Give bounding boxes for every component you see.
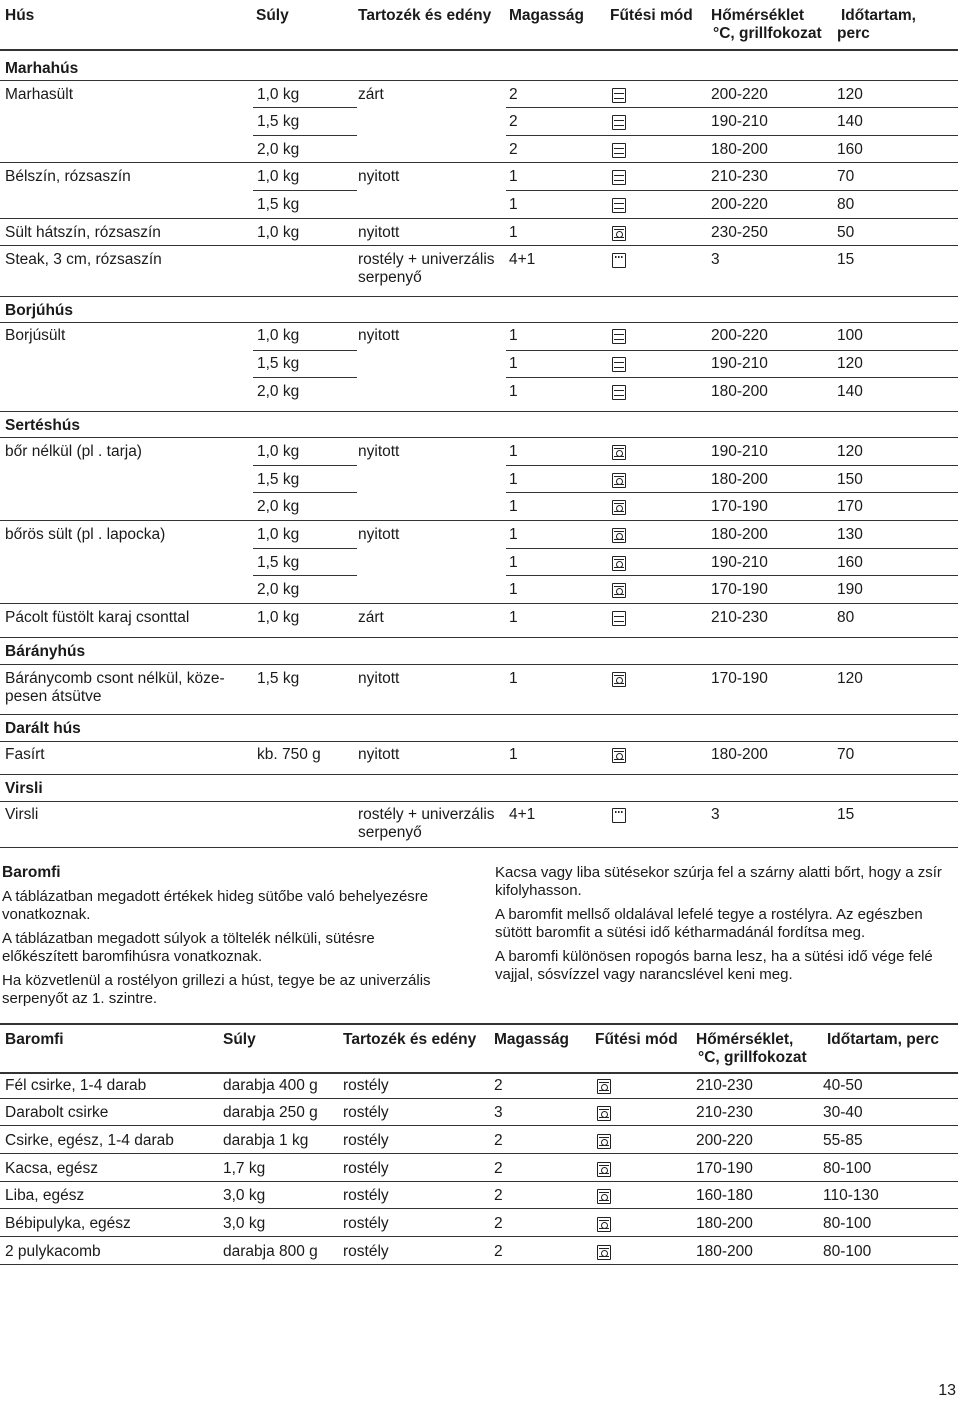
fan-grill-icon	[597, 1162, 611, 1177]
table-cell: nyitott	[358, 168, 400, 185]
col-header-temp-unit: °C, grillfokozat	[698, 1049, 807, 1066]
table-cell: 180-200	[711, 746, 768, 763]
table-cell: 1	[509, 581, 518, 598]
table-cell: 3	[494, 1104, 503, 1121]
table-cell: 180-200	[711, 471, 768, 488]
table-cell: 210-230	[711, 168, 768, 185]
note: A táblázatban megadott súlyok a töltelék nélküli, sütésre előkészített baromfihúsra vonatkoznak.	[2, 930, 375, 965]
table-cell: 2,0 kg	[257, 498, 300, 515]
table-cell: 4+1	[509, 251, 536, 268]
table-cell: 120	[837, 670, 863, 687]
table-cell: 2	[494, 1187, 503, 1204]
col-header-temp-unit: °C, grillfokozat	[713, 25, 822, 42]
table-cell: 180-200	[696, 1243, 753, 1260]
note: A táblázatban megadott értékek hideg sütőbe való behelyezésre vonatkoznak.	[2, 888, 429, 923]
table-cell: 230-250	[711, 224, 768, 241]
table-cell: 70	[837, 746, 855, 763]
table-cell: 170-190	[696, 1160, 753, 1177]
table-cell: 80-100	[823, 1160, 872, 1177]
table-cell: zárt	[358, 86, 384, 103]
table-cell: 1,5 kg	[257, 670, 300, 687]
table-cell: Sült hátszín, rózsaszín	[5, 224, 161, 241]
table-cell: 1,5 kg	[257, 554, 300, 571]
table-cell: bőr nélkül (pl . tarja)	[5, 443, 142, 460]
table-cell: Pácolt füstölt karaj csonttal	[5, 609, 190, 626]
table-cell: 190-210	[711, 113, 768, 130]
table-cell: 30-40	[823, 1104, 863, 1121]
table-cell: Fél csirke, 1-4 darab	[5, 1077, 147, 1094]
table-cell: nyitott	[358, 443, 400, 460]
table-cell: Csirke, egész, 1-4 darab	[5, 1132, 174, 1149]
table-cell: 1	[509, 670, 518, 687]
note: A baromfit mellső oldalával lefelé tegye a rostélyra. Az egészben sütött baromfit a sütési idő kétharmadánál fordítsa meg.	[495, 906, 923, 941]
top-bottom-heat-icon	[612, 88, 626, 103]
col-header-accessory: Tartozék és edény	[343, 1031, 477, 1048]
table-cell: 120	[837, 443, 863, 460]
col-header-weight: Súly	[256, 7, 289, 24]
table-cell: 1	[509, 498, 518, 515]
table-cell: 170-190	[711, 498, 768, 515]
table-cell: 1,0 kg	[257, 609, 300, 626]
grill-icon	[612, 253, 626, 268]
table-cell: 1,7 kg	[223, 1160, 266, 1177]
table-cell: 1	[509, 526, 518, 543]
table-cell: 1,5 kg	[257, 471, 300, 488]
table-cell: 1	[509, 168, 518, 185]
section-heading: Darált hús	[5, 720, 81, 737]
table-cell: 1,0 kg	[257, 86, 300, 103]
table-cell: 140	[837, 113, 863, 130]
table-cell: 2	[509, 141, 518, 158]
note: Ha közvetlenül a rostélyon grillezi a húst, tegye be az univerzális serpenyőt az 1. szintre.	[2, 972, 431, 1007]
table-cell: 160	[837, 141, 863, 158]
table-cell: 180-200	[696, 1215, 753, 1232]
table-cell: 2	[494, 1243, 503, 1260]
table-cell: 70	[837, 168, 855, 185]
table-cell: 1	[509, 196, 518, 213]
table-cell: 180-200	[711, 526, 768, 543]
grill-icon	[612, 808, 626, 823]
table-cell: 210-230	[696, 1077, 753, 1094]
table-cell: 50	[837, 224, 855, 241]
table-cell: 200-220	[711, 86, 768, 103]
col-header-heating: Fűtési mód	[595, 1031, 678, 1048]
table-cell: 200-220	[696, 1132, 753, 1149]
table-cell: nyitott	[358, 746, 400, 763]
table-cell: nyitott	[358, 670, 400, 687]
table-cell: 3	[711, 806, 720, 823]
table-cell: 1	[509, 355, 518, 372]
table-cell: zárt	[358, 609, 384, 626]
fan-grill-icon	[612, 528, 626, 543]
section-heading: Virsli	[5, 780, 43, 797]
table-cell: 210-230	[696, 1104, 753, 1121]
table-cell: 190-210	[711, 355, 768, 372]
fan-grill-icon	[612, 473, 626, 488]
table-cell: rostély + univerzális	[358, 251, 495, 268]
table-cell: 1,0 kg	[257, 168, 300, 185]
table-cell: 40-50	[823, 1077, 863, 1094]
top-bottom-heat-icon	[612, 198, 626, 213]
table-cell: 180-200	[711, 141, 768, 158]
table-cell: nyitott	[358, 327, 400, 344]
col-header-heating: Fűtési mód	[610, 7, 693, 24]
top-bottom-heat-icon	[612, 611, 626, 626]
table-cell: 15	[837, 251, 855, 268]
table-cell: 120	[837, 355, 863, 372]
table-cell: 200-220	[711, 196, 768, 213]
note: Kacsa vagy liba sütésekor szúrja fel a szárny alatti bőrt, hogy a zsír kifolyhasson.	[495, 864, 942, 899]
section-heading: Bárányhús	[5, 643, 86, 660]
col-header-temp: Hőmérséklet,	[696, 1031, 794, 1048]
table-cell: Bébipulyka, egész	[5, 1215, 131, 1232]
col-header-temp: Hőmérséklet	[711, 7, 805, 24]
table-cell: 1	[509, 383, 518, 400]
table-cell: 1	[509, 471, 518, 488]
fan-grill-icon	[597, 1134, 611, 1149]
table-cell: 200-220	[711, 327, 768, 344]
col-header-weight: Súly	[223, 1031, 256, 1048]
col-header-poultry: Baromfi	[5, 1031, 64, 1048]
table-cell: rostély	[343, 1160, 389, 1177]
table-cell: Kacsa, egész	[5, 1160, 99, 1177]
table-cell: 150	[837, 471, 863, 488]
note: A baromfi különösen ropogós barna lesz, ha a sütési idő vége felé vajjal, sósvízzel vagy narancslével keni meg.	[495, 948, 933, 983]
table-cell: 15	[837, 806, 855, 823]
table-cell: 1,5 kg	[257, 113, 300, 130]
fan-grill-icon	[597, 1189, 611, 1204]
table-cell: 170-190	[711, 670, 768, 687]
table-cell: 1,0 kg	[257, 443, 300, 460]
table-cell: 1	[509, 609, 518, 626]
fan-grill-icon	[612, 556, 626, 571]
section-heading: Borjúhús	[5, 302, 74, 319]
top-bottom-heat-icon	[612, 329, 626, 344]
fan-grill-icon	[612, 445, 626, 460]
table-cell: Virsli	[5, 806, 39, 823]
col-header-level: Magasság	[509, 7, 584, 24]
table-cell: 130	[837, 526, 863, 543]
table-cell: 170	[837, 498, 863, 515]
table-cell: pesen átsütve	[5, 688, 102, 705]
table-cell: Báránycomb csont nélkül, köze-	[5, 670, 225, 687]
top-bottom-heat-icon	[612, 143, 626, 158]
table-cell: 180-200	[711, 383, 768, 400]
table-cell: 210-230	[711, 609, 768, 626]
table-cell: nyitott	[358, 526, 400, 543]
top-bottom-heat-icon	[612, 115, 626, 130]
table-cell: 2	[509, 86, 518, 103]
table-cell: kb. 750 g	[257, 746, 321, 763]
table-cell: serpenyő	[358, 824, 422, 841]
fan-grill-icon	[612, 583, 626, 598]
fan-grill-icon	[612, 672, 626, 687]
table-cell: rostély	[343, 1215, 389, 1232]
top-bottom-heat-icon	[612, 385, 626, 400]
table-cell: Bélszín, rózsaszín	[5, 168, 131, 185]
table-cell: 1	[509, 224, 518, 241]
fan-grill-icon	[612, 500, 626, 515]
table-cell: 80	[837, 196, 855, 213]
fan-grill-icon	[597, 1106, 611, 1121]
table-cell: 2	[494, 1132, 503, 1149]
table-cell: 2	[509, 113, 518, 130]
top-bottom-heat-icon	[612, 357, 626, 372]
table-cell: 4+1	[509, 806, 536, 823]
table-cell: rostély	[343, 1104, 389, 1121]
table-cell: 2	[494, 1077, 503, 1094]
page-number: 13	[938, 1382, 956, 1399]
col-header-accessory: Tartozék és edény	[358, 7, 492, 24]
table-cell: 3,0 kg	[223, 1187, 266, 1204]
table-cell: 1	[509, 327, 518, 344]
table-cell: Borjúsült	[5, 327, 66, 344]
table-cell: Steak, 3 cm, rózsaszín	[5, 251, 162, 268]
col-header-meat: Hús	[5, 7, 35, 24]
fan-grill-icon	[597, 1217, 611, 1232]
section-heading: Sertéshús	[5, 417, 80, 434]
col-header-time: Időtartam,	[841, 7, 916, 24]
table-cell: 100	[837, 327, 863, 344]
table-cell: nyitott	[358, 224, 400, 241]
table-cell: rostély	[343, 1132, 389, 1149]
table-cell: Darabolt csirke	[5, 1104, 109, 1121]
table-cell: 55-85	[823, 1132, 863, 1149]
table-cell: 2,0 kg	[257, 581, 300, 598]
table-cell: 120	[837, 86, 863, 103]
poultry-notes-left	[2, 888, 442, 1014]
col-header-time: Időtartam, perc	[827, 1031, 939, 1048]
section-heading: Marhahús	[5, 60, 79, 77]
col-header-time-unit: perc	[837, 25, 870, 42]
table-cell: Marhasült	[5, 86, 74, 103]
table-cell: 160-180	[696, 1187, 753, 1204]
table-cell: 1,5 kg	[257, 196, 300, 213]
table-cell: 1,0 kg	[257, 526, 300, 543]
table-cell: 170-190	[711, 581, 768, 598]
table-cell: 190-210	[711, 554, 768, 571]
table-cell: rostély	[343, 1243, 389, 1260]
table-cell: 2,0 kg	[257, 383, 300, 400]
table-cell: 190-210	[711, 443, 768, 460]
fan-grill-icon	[597, 1079, 611, 1094]
col-header-level: Magasság	[494, 1031, 569, 1048]
table-cell: 190	[837, 581, 863, 598]
table-cell: 1,0 kg	[257, 224, 300, 241]
fan-grill-icon	[612, 748, 626, 763]
table-cell: darabja 250 g	[223, 1104, 318, 1121]
table-cell: bőrös sült (pl . lapocka)	[5, 526, 166, 543]
table-cell: Fasírt	[5, 746, 45, 763]
table-cell: 2,0 kg	[257, 141, 300, 158]
poultry-notes-right	[495, 864, 957, 990]
table-cell: 160	[837, 554, 863, 571]
table-cell: 2 pulykacomb	[5, 1243, 101, 1260]
table-cell: 2	[494, 1160, 503, 1177]
table-cell: 80-100	[823, 1243, 872, 1260]
table-cell: serpenyő	[358, 269, 422, 286]
table-cell: 140	[837, 383, 863, 400]
fan-grill-icon	[612, 226, 626, 241]
top-bottom-heat-icon	[612, 170, 626, 185]
poultry-heading: Baromfi	[2, 864, 61, 881]
table-cell: 80	[837, 609, 855, 626]
table-cell: Liba, egész	[5, 1187, 85, 1204]
table-cell: 3,0 kg	[223, 1215, 266, 1232]
table-cell: 2	[494, 1215, 503, 1232]
table-cell: 80-100	[823, 1215, 872, 1232]
table-cell: 1	[509, 746, 518, 763]
table-cell: 1	[509, 443, 518, 460]
table-cell: 1,0 kg	[257, 327, 300, 344]
table-cell: darabja 400 g	[223, 1077, 318, 1094]
table-cell: rostély	[343, 1187, 389, 1204]
table-cell: 1,5 kg	[257, 355, 300, 372]
table-cell: rostély	[343, 1077, 389, 1094]
table-cell: 110-130	[823, 1187, 879, 1204]
table-cell: rostély + univerzális	[358, 806, 495, 823]
table-cell: 3	[711, 251, 720, 268]
table-cell: 1	[509, 554, 518, 571]
table-cell: darabja 800 g	[223, 1243, 318, 1260]
fan-grill-icon	[597, 1245, 611, 1260]
table-cell: darabja 1 kg	[223, 1132, 309, 1149]
